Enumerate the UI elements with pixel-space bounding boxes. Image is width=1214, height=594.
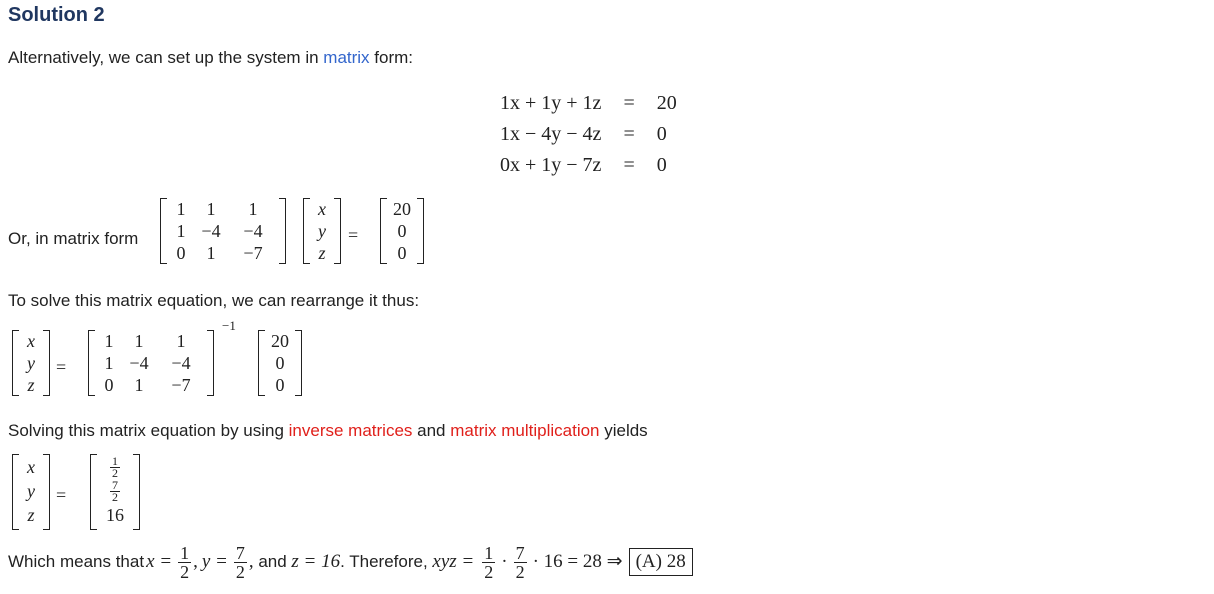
matrix-cell: −4 (129, 353, 149, 373)
solving-paragraph (8, 420, 648, 442)
matrix-cell: −4 (201, 221, 221, 241)
matrix-form-label: Or, in matrix form (8, 229, 139, 248)
equation-equals: = (623, 123, 635, 145)
fraction-numerator: 7 (515, 542, 525, 563)
constant-vector (380, 198, 424, 264)
matrix-cell: 0 (397, 221, 407, 241)
x-fraction (178, 544, 191, 581)
coefficient-matrix (160, 198, 286, 264)
matrix-cell: 0 (104, 375, 114, 395)
matrix-cell: −7 (171, 375, 191, 395)
solving-middle: and (412, 421, 451, 440)
variable-vector (12, 330, 50, 396)
y-fraction (234, 544, 247, 581)
fraction-denominator: 2 (515, 561, 525, 582)
matrix-cell: x (27, 331, 35, 351)
coefficient-matrix (88, 330, 214, 396)
matrix-cell: 0 (176, 243, 186, 263)
therefore-text: . Therefore, (340, 552, 433, 571)
matrix-cell: 1 (134, 331, 144, 351)
matrix-cell: x (318, 199, 326, 219)
matrix-cell: y (27, 353, 35, 373)
matrix-multiplication-link[interactable]: matrix multiplication (450, 421, 600, 440)
variable-vector (303, 198, 341, 264)
solve-text: To solve this matrix equation, we can rearrange it thus: (8, 291, 420, 310)
fraction-numerator: 7 (235, 542, 245, 563)
intro-paragraph (8, 47, 413, 69)
conclusion-prefix: Which means that (8, 552, 145, 571)
fraction-denominator: 2 (484, 561, 494, 582)
fraction-denominator: 2 (112, 490, 118, 504)
solution-vector (90, 454, 140, 530)
matrix-cell: 20 (271, 331, 289, 351)
matrix-cell: y (27, 481, 35, 501)
fraction-numerator: 7 (112, 478, 118, 492)
comma: , (248, 551, 254, 572)
equals-sign: = (348, 225, 359, 245)
solving-prefix: Solving this matrix equation by using (8, 421, 289, 440)
inverse-exponent: −1 (222, 318, 236, 333)
matrix-cell: 20 (393, 199, 411, 219)
constant-vector (258, 330, 302, 396)
intro-prefix: Alternatively, we can set up the system in (8, 48, 324, 67)
matrix-cell: 0 (397, 243, 407, 263)
comma: , (193, 551, 198, 572)
equation-rhs: 0 (656, 154, 667, 176)
matrix-cell: 1 (176, 331, 186, 351)
product-result: · 16 = 28 ⇒ (532, 551, 623, 572)
matrix-cell: z (27, 375, 35, 395)
x-equals: x = (146, 551, 173, 572)
equals-sign: = (56, 357, 67, 377)
matrix-cell: x (27, 457, 35, 477)
matrix-cell: −4 (171, 353, 191, 373)
matrix-cell: 1 (176, 199, 186, 219)
solution-x-fraction (101, 456, 129, 480)
matrix-cell: y (318, 221, 326, 241)
equation-row (500, 119, 677, 150)
fraction-denominator: 2 (112, 466, 118, 480)
conclusion-line (8, 540, 693, 584)
second-fraction (514, 544, 527, 581)
fraction-numerator: 1 (180, 542, 190, 563)
equation-row (500, 150, 677, 181)
first-fraction (482, 544, 495, 581)
equation-equals: = (623, 92, 635, 114)
solution-z-value: 16 (106, 505, 124, 525)
matrix-cell: 1 (206, 199, 216, 219)
equation-equals: = (623, 154, 635, 176)
matrix-cell: 0 (275, 375, 285, 395)
xyz-equals: xyz = (432, 551, 475, 572)
solution-y-fraction (101, 480, 129, 504)
z-equals: z = 16 (291, 551, 341, 572)
y-equals: y = (201, 551, 228, 572)
inverse-matrices-link[interactable]: inverse matrices (288, 421, 413, 440)
matrix-cell: z (27, 505, 35, 525)
fraction-denominator: 2 (235, 561, 245, 582)
equation-lhs: 1x − 4y − 4z (500, 123, 602, 145)
equation-rhs: 20 (656, 92, 677, 114)
equals-sign: = (56, 485, 67, 505)
matrix-cell: −7 (243, 243, 263, 263)
intro-suffix: form: (369, 48, 414, 67)
answer-box: (A) 28 (629, 548, 693, 576)
matrix-cell: 1 (104, 331, 114, 351)
solution-title: Solution 2 (8, 4, 105, 26)
matrix-cell: 0 (275, 353, 285, 373)
matrix-link[interactable]: matrix (323, 48, 370, 67)
fraction-denominator: 2 (180, 561, 190, 582)
matrix-cell: 1 (206, 243, 216, 263)
variable-vector (12, 454, 50, 530)
equation-system (500, 88, 677, 181)
equation-rhs: 0 (656, 123, 667, 145)
dot-operator: · (501, 551, 508, 572)
equation-lhs: 0x + 1y − 7z (500, 154, 602, 176)
equation-row (500, 88, 677, 119)
fraction-numerator: 1 (484, 542, 494, 563)
matrix-cell: 1 (134, 375, 144, 395)
matrix-cell: 1 (248, 199, 258, 219)
and-text: and (253, 552, 292, 571)
matrix-cell: z (318, 243, 326, 263)
solving-suffix: yields (599, 421, 648, 440)
matrix-cell: 1 (104, 353, 114, 373)
fraction-numerator: 1 (112, 454, 118, 468)
matrix-cell: −4 (243, 221, 263, 241)
equation-lhs: 1x + 1y + 1z (500, 92, 602, 114)
matrix-cell: 1 (176, 221, 186, 241)
